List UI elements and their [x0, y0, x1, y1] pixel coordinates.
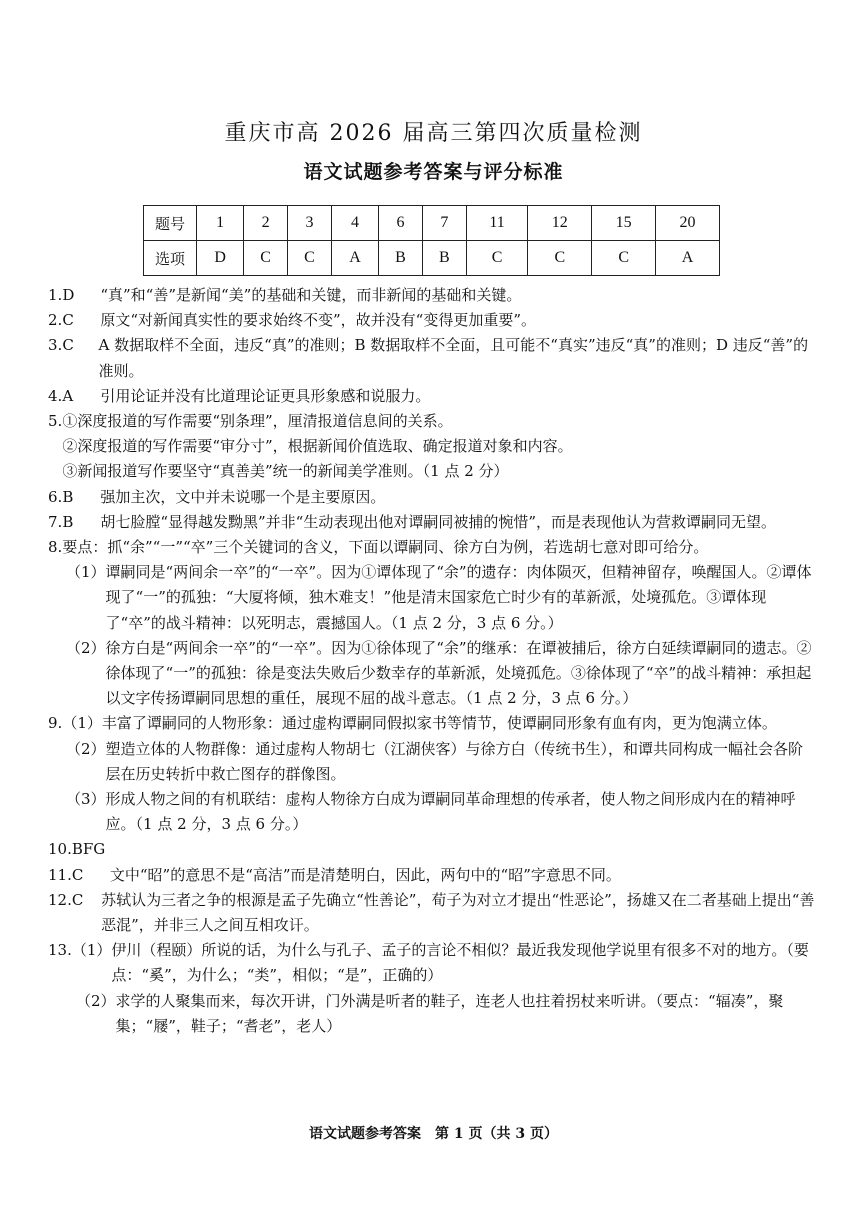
table-cell-option: C	[244, 241, 288, 276]
sub-text: 丰富了谭嗣同的人物形象：通过虚构谭嗣同假拟家书等情节，使谭嗣同形象有血有肉，更为饱满立体。	[101, 714, 777, 733]
item-letter: C	[62, 336, 74, 355]
row-label-option: 选项	[144, 241, 197, 276]
item-number: 13.	[48, 941, 72, 960]
answer-item-10	[48, 837, 818, 862]
item-number: 10.	[48, 840, 72, 859]
item-text: 引用论证并没有比道理论证更具形象感和说服力。	[100, 386, 431, 405]
answer-item-8	[48, 535, 818, 560]
table-cell-number: 6	[379, 206, 423, 241]
row-label-question-number: 题号	[144, 206, 197, 241]
item-number: 9.	[48, 714, 63, 733]
point-3: ③新闻报道写作要坚守“真善美”统一的新闻美学准则。（1 点 2 分）	[62, 462, 509, 481]
answer-item-13-sub-2	[48, 989, 818, 1039]
table-cell-number: 1	[197, 206, 244, 241]
table-cell-option: B	[422, 241, 466, 276]
table-cell-number: 15	[592, 206, 656, 241]
point-1: ①深度报道的写作需要“别条理”，厘清报道信息间的关系。	[62, 412, 453, 431]
page-footer: 语文试题参考答案 第 1 页（共 3 页）	[309, 1126, 558, 1142]
answer-table-option-row	[144, 241, 720, 276]
sub-text: 伊川（程颐）所说的话，为什么与孔子、孟子的言论不相似？最近我发现他学说里有很多不对的地方。（要点：“奚”，为什么；“类”，相似；“是”，正确的）	[111, 941, 809, 985]
answer-item-9-sub-2	[48, 737, 818, 787]
item-text: 原文“对新闻真实性的要求始终不变”，故并没有“变得更加重要”。	[100, 311, 536, 330]
item-text: A 数据取样不全面，违反“真”的准则；B 数据取样不全面，且可能不“真实”违反“真”的准则；D 违反“善”的准则。	[98, 336, 809, 380]
table-cell-option: C	[288, 241, 332, 276]
sub-text: 形成人物之间的有机联结：虚构人物徐方白成为谭嗣同革命理想的传承者，使人物之间形成内在的精神呼应。（1 点 2 分，3 点 6 分。）	[105, 790, 796, 834]
answer-explanations	[48, 283, 818, 1039]
item-text	[62, 409, 818, 485]
answer-item-1	[48, 283, 818, 308]
item-text: 苏轼认为三者之争的根源是孟子先确立“性善论”，荀子为对立才提出“性恶论”，扬雄又在二者基础上提出“善恶混”，并非三人之间互相攻讦。	[101, 890, 815, 935]
item-text: 强加主次，文中并未说哪一个是主要原因。	[100, 487, 386, 506]
item-text: 要点：抓“余”“一”“卒”三个关键词的含义，下面以谭嗣同、徐方白为例，若选胡七意对即可给分。	[62, 538, 709, 557]
answer-item-9	[48, 711, 818, 736]
table-cell-option: B	[379, 241, 423, 276]
answer-item-13	[48, 938, 818, 988]
answer-table	[143, 205, 720, 276]
item-letter: C	[71, 865, 84, 884]
answer-item-5	[48, 409, 818, 485]
item-number: 1.	[48, 286, 63, 304]
item-text: 文中“昭”的意思不是“高洁”而是清楚明白，因此，两句中的“昭”字意思不同。	[109, 865, 621, 884]
answer-item-2	[48, 308, 818, 333]
table-cell-number: 11	[466, 206, 528, 241]
sub-number: （2）	[66, 739, 106, 758]
table-cell-option: C	[592, 241, 656, 276]
sub-text: 谭嗣同是“两间余一卒”的“一卒”。因为①谭体现了“余”的遗存：肉体陨灭，但精神留存，唤醒国人。②谭体现了“一”的孤独：“大厦将倾，独木难支！”他是清末国家危亡时少有的革新派，处境孤危。③谭体现了“卒”的战斗精神：以死明志，震撼国人。（1 点 2 分，3 点 6 分。）	[105, 563, 812, 632]
sub-number: （2）	[66, 638, 106, 657]
answer-table-number-row	[144, 206, 720, 241]
table-cell-number: 3	[288, 206, 332, 241]
table-cell-option: A	[331, 241, 378, 276]
sub-number: （1）	[71, 941, 112, 960]
item-number: 4.	[48, 386, 63, 405]
sub-text: 徐方白是“两间余一卒”的“一卒”。因为①徐体现了“余”的继承：在谭被捕后，徐方白延续谭嗣同的遗志。②徐体现了“一”的孤独：徐是变法失败后少数幸存的革新派，处境孤危。③徐体现了“卒”的战斗精神：承担起以文字传扬谭嗣同思想的重任，展现不屈的战斗意志。（1 点 2 分，3 点 6 分。）	[105, 638, 812, 708]
answer-item-4	[48, 384, 818, 409]
table-cell-number: 4	[331, 206, 378, 241]
item-number: 11.	[48, 865, 72, 884]
table-cell-number: 2	[244, 206, 288, 241]
item-letter: B	[62, 512, 74, 531]
sub-text: 求学的人聚集而来，每次开讲，门外满是听者的鞋子，连老人也拄着拐杖来听讲。（要点：“辐凑”，聚集；“屦”，鞋子；“耆老”，老人）	[115, 991, 784, 1035]
item-number: 12.	[48, 890, 72, 909]
item-text: “真”和“善”是新闻“美”的基础和关键，而非新闻的基础和关键。	[100, 286, 522, 304]
answer-item-8-sub-2	[48, 636, 818, 712]
table-cell-number: 20	[656, 206, 720, 241]
table-cell-option: C	[528, 241, 592, 276]
answer-item-3	[48, 333, 818, 383]
item-letter: D	[62, 286, 75, 304]
page-subtitle: 语文试题参考答案与评分标准	[303, 161, 564, 183]
sub-text: 塑造立体的人物群像：通过虚构人物胡七（江湖侠客）与徐方白（传统书生），和谭共同构成一幅社会各阶层在历史转折中救亡图存的群像图。	[105, 739, 804, 783]
item-number: 7.	[48, 512, 63, 531]
item-number: 5.	[48, 412, 63, 431]
answer-item-9-sub-3	[48, 787, 818, 837]
item-number: 8.	[48, 538, 63, 557]
page-title: 重庆市高 2026 届高三第四次质量检测	[224, 121, 643, 146]
answer-item-7	[48, 510, 818, 535]
item-number: 2.	[48, 311, 63, 330]
item-letter: A	[62, 386, 74, 405]
answer-item-12	[48, 888, 818, 938]
point-2: ②深度报道的写作需要“审分寸”，根据新闻价值选取、确定报道对象和内容。	[62, 437, 573, 456]
answer-item-8-sub-1	[48, 560, 818, 636]
table-cell-number: 12	[528, 206, 592, 241]
table-cell-option: A	[656, 241, 720, 276]
table-cell-option: D	[197, 241, 244, 276]
sub-number: （3）	[66, 790, 106, 809]
sub-number: （1）	[66, 563, 106, 582]
sub-number: （2）	[76, 991, 116, 1010]
item-letter: C	[62, 311, 74, 330]
item-text: 胡七脸膛“显得越发黝黑”并非“生动表现出他对谭嗣同被捕的惋惜”，而是表现他认为营救谭嗣同无望。	[100, 512, 776, 531]
item-text: BFG	[71, 840, 106, 859]
answer-item-6	[48, 485, 818, 510]
table-cell-option: C	[466, 241, 528, 276]
item-number: 3.	[48, 336, 63, 355]
sub-number: （1）	[62, 714, 102, 733]
item-letter: C	[71, 890, 84, 909]
item-letter: B	[62, 487, 74, 506]
answer-item-11	[48, 863, 818, 888]
item-number: 6.	[48, 487, 63, 506]
table-cell-number: 7	[422, 206, 466, 241]
